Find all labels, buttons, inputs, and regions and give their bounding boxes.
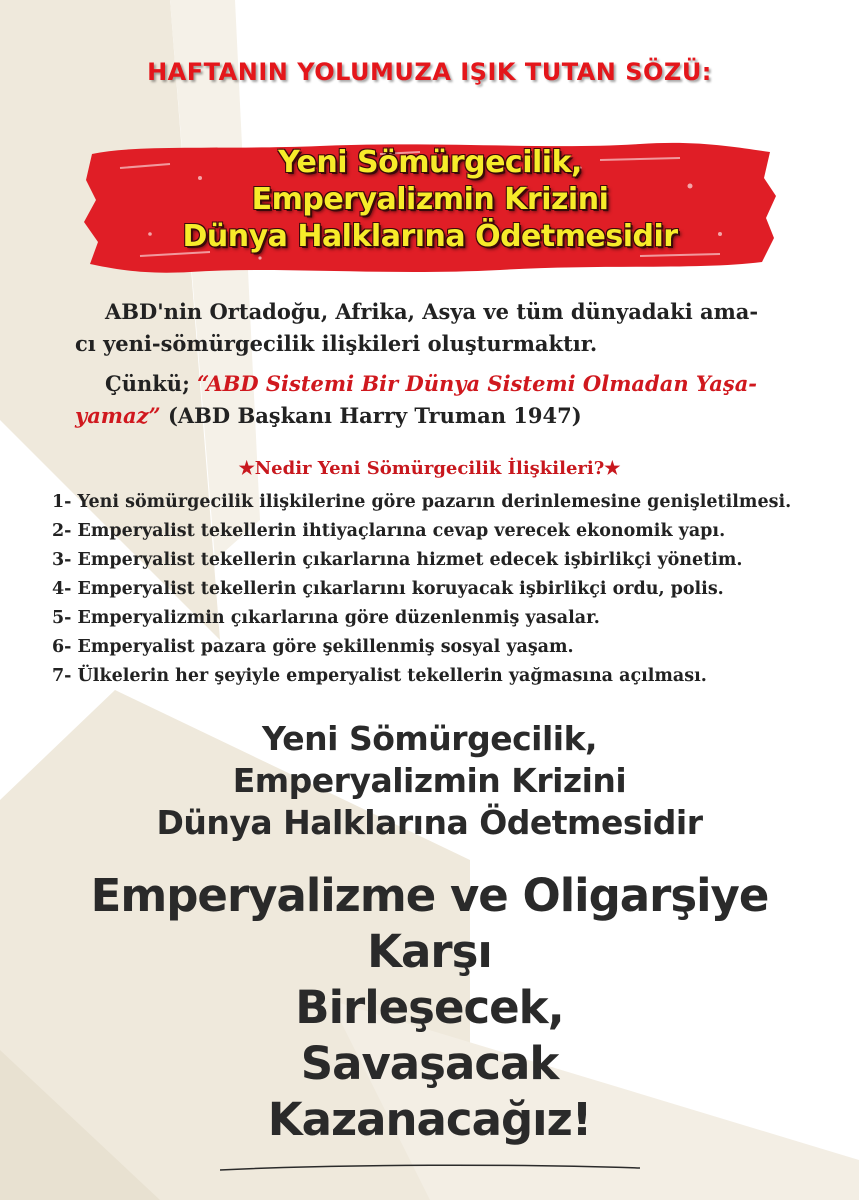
truman-quote-part2: yamaz”: [75, 403, 161, 428]
list-heading: [0, 458, 859, 479]
slogan-large-line-4: Savaşacak: [300, 1037, 559, 1090]
relations-list: [52, 488, 832, 691]
slogan-large-line-2: Karşı: [367, 925, 492, 978]
quote-citation: (ABD Başkanı Harry Truman 1947): [160, 403, 582, 428]
list-item: 5- Emperyalizmin çıkarlarına göre düzenlenmiş yasalar.: [52, 608, 600, 628]
because-prefix: Çünkü;: [105, 371, 198, 396]
intro-paragraph: [75, 296, 765, 360]
list-item: 3- Emperyalist tekellerin çıkarlarına hizmet edecek işbirlikçi yönetim.: [52, 550, 743, 570]
list-item: 2- Emperyalist tekellerin ihtiyaçlarına cevap verecek ekonomik yapı.: [52, 521, 726, 541]
headline-banner: [80, 138, 780, 278]
slogan-large-line-3: Birleşecek,: [295, 981, 564, 1034]
banner-line-3: Dünya Halklarına Ödetmesidir: [182, 219, 678, 254]
star-icon: ★: [604, 458, 621, 479]
slogan-large: [0, 868, 859, 1148]
intro-line-2: cı yeni-sömürgecilik ilişkileri oluşturmaktır.: [75, 331, 598, 356]
list-item: 1- Yeni sömürgecilik ilişkilerine göre pazarın derinlemesine genişletilmesi.: [52, 492, 792, 512]
list-item: 6- Emperyalist pazara göre şekillenmiş sosyal yaşam.: [52, 637, 574, 657]
quote-paragraph: [75, 368, 765, 432]
slogan-small-line-1: Yeni Sömürgecilik,: [261, 719, 598, 758]
slogan-underline-stroke: [220, 1162, 640, 1176]
slogan-small-line-3: Dünya Halklarına Ödetmesidir: [156, 803, 703, 842]
banner-line-2: Emperyalizmin Krizini: [251, 182, 609, 217]
intro-line-1: ABD'nin Ortadoğu, Afrika, Asya ve tüm dünyadaki ama-: [105, 299, 759, 324]
list-item: 7- Ülkelerin her şeyiyle emperyalist tekellerin yağmasına açılması.: [52, 666, 707, 686]
star-icon: ★: [238, 458, 255, 479]
list-heading-text: Nedir Yeni Sömürgecilik İlişkileri?: [254, 458, 605, 479]
slogan-small: [0, 718, 859, 844]
slogan-small-line-2: Emperyalizmin Krizini: [232, 761, 627, 800]
slogan-large-line-5: Kazanacağız!: [267, 1093, 592, 1146]
truman-quote-part1: “ABD Sistemi Bir Dünya Sistemi Olmadan Yaşa-: [197, 371, 758, 396]
banner-line-1: Yeni Sömürgecilik,: [278, 145, 582, 180]
list-item: 4- Emperyalist tekellerin çıkarlarını koruyacak işbirlikçi ordu, polis.: [52, 579, 724, 599]
slogan-large-line-1: Emperyalizme ve Oligarşiye: [90, 869, 769, 922]
header-title: HAFTANIN YOLUMUZA IŞIK TUTAN SÖZÜ:: [147, 58, 712, 86]
